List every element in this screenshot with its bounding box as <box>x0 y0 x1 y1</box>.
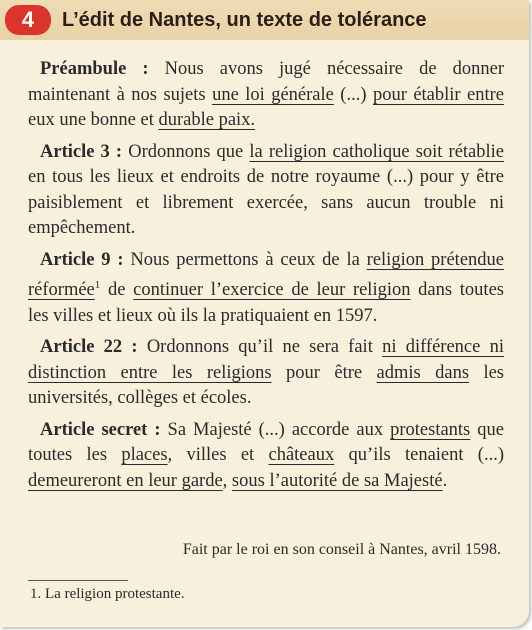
footnote: 1. La religion protestante. <box>30 586 185 602</box>
text-run: qu’ils tenaient (...) <box>334 445 505 466</box>
signature-line: Fait par le roi en son conseil à Nantes, avril 1598. <box>182 541 501 558</box>
text-run: de <box>100 280 134 301</box>
underlined-phrase: une loi générale <box>212 84 334 105</box>
article-paragraph <box>28 418 504 495</box>
article-paragraph <box>28 57 504 134</box>
text-run: Ordonnons qu’il ne sera fait <box>137 337 383 358</box>
article-heading: Article 22 : <box>40 337 138 358</box>
text-run: eux une bonne et <box>28 110 159 130</box>
text-run: (...) <box>333 84 373 105</box>
article-paragraph <box>28 248 504 330</box>
document-body <box>28 57 504 500</box>
footnote-divider <box>28 580 128 581</box>
footnote-ref: 1 <box>94 279 101 291</box>
underlined-phrase: châteaux <box>268 445 335 466</box>
document-title: L’édit de Nantes, un texte de tolérance <box>62 9 427 31</box>
text-run: Nous permettons à ceux de la <box>123 249 367 270</box>
article-heading: Préambule : <box>40 59 149 79</box>
text-run: en tous les lieux et endroits de notre royaume (...) pour y être paisiblement et librement exercée, sans aucun trouble ni empêchement. <box>28 167 504 238</box>
text-run: , villes et <box>167 445 269 466</box>
text-run: pour être <box>271 362 377 383</box>
underlined-phrase: admis dans <box>376 362 470 383</box>
underlined-phrase: demeureront en leur garde <box>28 470 223 491</box>
underlined-phrase: sous l’autorité de sa Majesté <box>231 470 443 491</box>
article-paragraph <box>28 140 504 242</box>
text-run: les universités, collèges et écoles. <box>28 362 504 409</box>
underlined-phrase: protestants <box>390 419 471 440</box>
underlined-phrase: places <box>121 445 168 466</box>
text-run: Sa Majesté (...) accorde aux <box>160 419 391 440</box>
underlined-phrase: pour établir entre <box>372 84 505 105</box>
underlined-phrase: durable paix. <box>158 110 256 130</box>
article-paragraph <box>28 335 504 412</box>
article-heading: Article 9 : <box>40 249 124 270</box>
underlined-phrase: continuer l’exercice de leur religion <box>133 280 411 301</box>
text-run: que toutes les <box>28 419 504 466</box>
text-run: Ordonnons que <box>122 141 250 162</box>
underlined-phrase: ni différence ni distinction entre les religions <box>28 337 504 383</box>
text-run: Nous avons jugé nécessaire de donner maintenant à nos sujets <box>28 59 504 105</box>
underlined-phrase: religion prétendue réformée <box>28 249 504 301</box>
header-bar <box>0 0 529 40</box>
text-run: . <box>442 470 448 491</box>
underlined-phrase: la religion catholique soit rétablie <box>249 141 505 162</box>
text-run: , <box>222 470 232 491</box>
document-number-badge: 4 <box>5 5 51 35</box>
text-run: dans toutes les villes et lieux où ils la pratiquaient en 1597. <box>28 280 504 326</box>
article-heading: Article 3 : <box>40 141 123 162</box>
article-heading: Article secret : <box>40 419 161 440</box>
